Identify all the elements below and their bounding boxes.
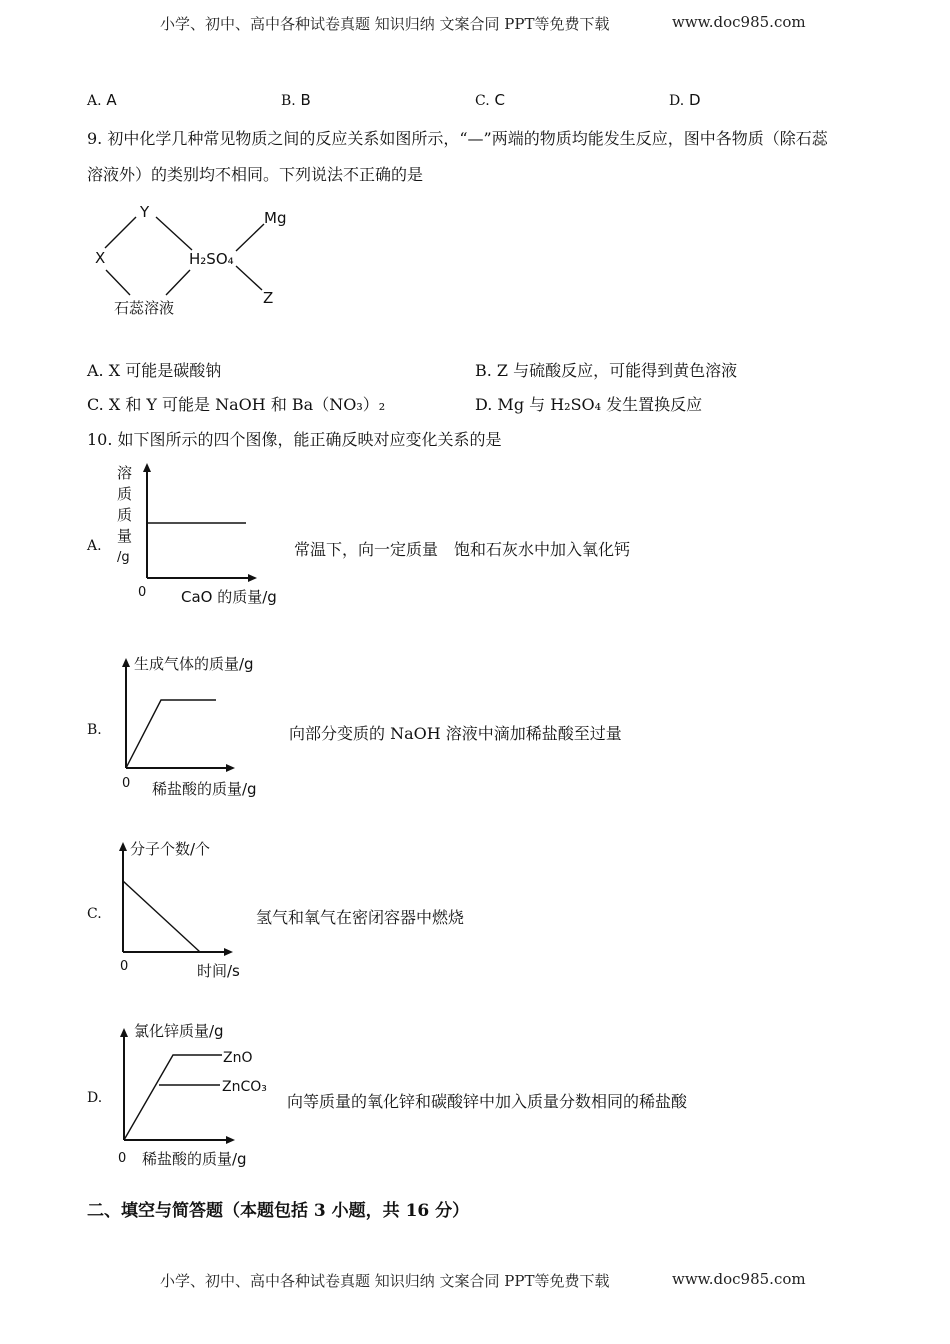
graph-c-xlabel: 时间/s [197,962,240,980]
q9-option-d: D. Mg 与 H₂SO₄ 发生置换反应 [475,395,703,414]
graph-a-xlabel: CaO 的质量/g [181,588,277,606]
node-mg: Mg [264,209,287,227]
q10-b-letter: B. [87,722,102,738]
graph-a-ylabel-3: 质 [117,506,133,524]
graph-a-ylabel-5: /g [117,550,130,565]
graph-d-ylabel: 氯化锌质量/g [134,1022,224,1040]
graph-b-ylabel: 生成气体的质量/g [134,655,254,673]
q8-option-d: D. D [669,91,701,109]
graph-d-x-arrow [226,1136,235,1144]
node-z: Z [263,289,274,307]
q9-option-a: A. X 可能是碳酸钠 [87,361,222,380]
section-2-title: 二、填空与简答题（本题包括 3 小题，共 16 分） [87,1201,470,1221]
node-litmus: 石蕊溶液 [114,299,175,317]
q8-option-b: B. B [281,91,311,109]
graph-b-xlabel: 稀盐酸的质量/g [152,780,257,798]
node-h2so4: H₂SO₄ [189,250,234,268]
q8-option-a: A. A [87,91,117,109]
q9-stem-line1: 9. 初中化学几种常见物质之间的反应关系如图所示，“—”两端的物质均能发生反应，图中各物质（除石蕊 [87,129,828,148]
graph-d-y-arrow [120,1028,128,1037]
node-x: X [95,249,106,267]
q10-d-letter: D. [87,1090,103,1106]
graph-d-label-znco3: ZnCO₃ [222,1079,267,1095]
q9-stem-line2: 溶液外）的类别均不相同。下列说法不正确的是 [87,165,424,184]
node-y: Y [140,203,150,221]
q10-a-letter: A. [87,538,102,554]
graph-d-line-zno [124,1055,222,1140]
graph-b-origin: 0 [122,776,131,791]
graph-c-ylabel: 分子个数/个 [130,840,211,858]
q10-b-desc: 向部分变质的 NaOH 溶液中滴加稀盐酸至过量 [289,724,622,743]
q10-c-letter: C. [87,906,102,922]
q10-a-desc: 常温下，向一定质量 饱和石灰水中加入氧化钙 [294,540,631,559]
q10-c-desc: 氢气和氧气在密闭容器中燃烧 [256,908,465,927]
graph-a-ylabel-1: 溶 [117,464,133,482]
graph-d-origin: 0 [118,1151,127,1166]
graph-a-origin: 0 [138,585,147,600]
q8-option-c: C. C [475,91,505,109]
footer-url[interactable]: www.doc985.com [672,1270,806,1288]
graph-a-ylabel-2: 质 [117,485,133,503]
header-url[interactable]: www.doc985.com [672,13,806,31]
graph-a-ylabel-4: 量 [117,527,133,545]
header-text: 小学、初中、高中各种试卷真题 知识归纳 文案合同 PPT等免费下载 [160,15,610,33]
q10-d-desc: 向等质量的氧化锌和碳酸锌中加入质量分数相同的稀盐酸 [287,1092,688,1111]
footer-text: 小学、初中、高中各种试卷真题 知识归纳 文案合同 PPT等免费下载 [160,1272,610,1290]
q9-option-b: B. Z 与硫酸反应，可能得到黄色溶液 [475,361,738,380]
graph-d-label-zno: ZnO [223,1050,253,1066]
q10-stem: 10. 如下图所示的四个图像，能正确反映对应变化关系的是 [87,430,502,449]
graph-c-origin: 0 [120,959,129,974]
graph-d-xlabel: 稀盐酸的质量/g [142,1150,247,1168]
q9-option-c: C. X 和 Y 可能是 NaOH 和 Ba（NO₃）₂ [87,395,386,414]
